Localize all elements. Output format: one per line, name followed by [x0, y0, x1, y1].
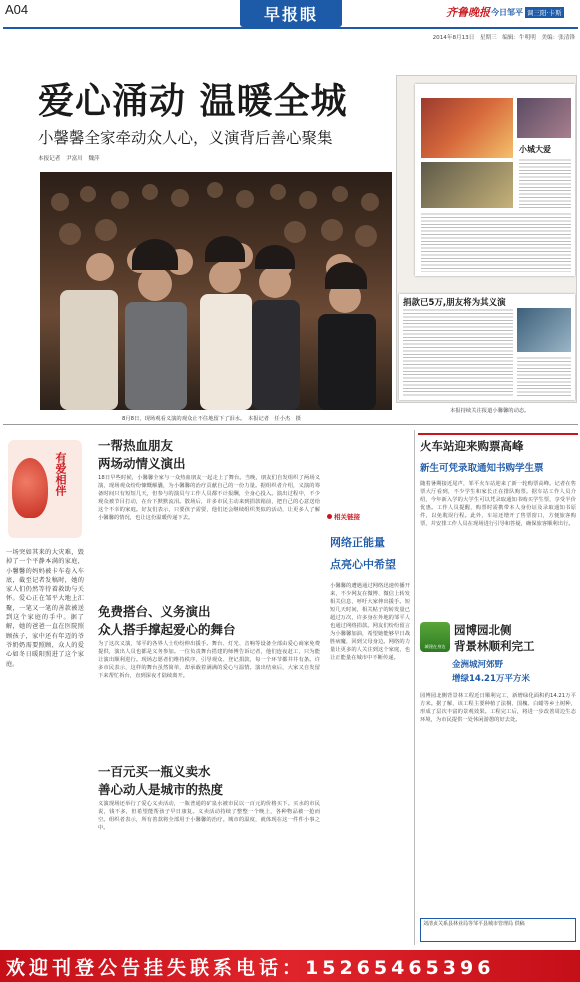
clip-photo-2: [517, 98, 571, 138]
train-body: 随着暑期接近尾声，邹平火车站迎来了新一轮购票高峰。记者在售票大厅看到，不少学生和家长正在排队购票。据车站工作人员介绍，今年新入学的大学生可以凭录取通知书购买学生票，享受半价优惠。工作人员提醒，购票时需携带本人身份证及录取通知书原件，以免耽误行程。此外，车站还增开了售票窗口，方便旅客购票，并安排工作人员在现场进行引导和答疑，确保旅客顺利出行。: [420, 481, 576, 527]
sidebar-body: 一场突如其来的大灾难，毁掉了一个平静本满的家庭，小馨馨的妈妈被卡车卷入车底，截至记者发稿时，她的家人们仍然等待着救助与关怀。爱心正在邹平大地上汇聚，一笔又一笔的善款被送到这个家庭的手中。据了解，她的爸爸一直在医院照顾孩子，家中还有年迈的爷爷奶奶需要照顾，众人的爱心如冬日暖阳照进了这个家庭。: [6, 549, 84, 668]
sidebar-vertical-title: 有爱相伴: [54, 452, 67, 496]
clip-heading-2: 捐款已5万,朋友将为其义演: [403, 298, 506, 308]
link-body: 小馨馨的遭遇通过网络迅速传播开来，不少网友在微博、微信上转发相关信息，呼吁大家伸出援手。短短几天时间，相关帖子的转发量已超过万次，许多身在外地的邹平人也通过网络捐款。网友们纷纷留言为小馨馨加油，希望她能够早日战胜病魔，回到父母身边。网络的力量让更多的人关注到这个家庭，也让正能量在城市中不断传递。: [330, 583, 410, 661]
section-tab: [240, 0, 342, 27]
train-heading-b: 新生可凭录取通知书购学生票: [420, 463, 544, 474]
section-title: 早报眼: [263, 5, 318, 24]
paper-sub-logo: 今日邹平: [491, 7, 523, 17]
crowd-photo: [40, 172, 392, 410]
story2-body: 为了这次义演，邹平的各界人士纷纷伸出援手。舞台、灯光、音响等设备全部由爱心商家免费提供，演出人员也都是义务参加。一位负责舞台搭建的师傅告诉记者，他们连夜赶工，只为能让演出顺利进行。现场志愿者们维持秩序、引导观众、登记捐款，每一个环节都井井有条。许多市民表示，这样的舞台虽然简单，却承载着满满的爱心与温情。演出结束后，大家又自发留下来帮忙拆台，直到深夜才陆续离开。: [98, 641, 320, 679]
link-tag-icon: [327, 514, 332, 519]
clip-text-2: [421, 212, 571, 272]
clip-photo-3: [421, 162, 513, 208]
story1-heading-b: 两场动情义演出: [98, 456, 186, 471]
lead-subheadline: 小馨馨全家牵动众人心，义演背后善心聚集: [38, 129, 333, 147]
lead-bottom-rule: [3, 424, 578, 425]
link-tag-label: 相关链接: [334, 513, 360, 521]
lead-headline: 爱心涌动 温暖全城: [38, 81, 348, 122]
clip-text-4: [517, 356, 571, 396]
park-sub-b: 增绿14.21万平方米: [452, 674, 530, 684]
park-heading-a: 园博园北侧: [454, 623, 512, 637]
park-body: 园博园北侧背景林工程近日顺利完工，新增绿化面积约14.21万平方米。据了解，该工程主要种植了法桐、国槐、白蜡等乡土树种，形成了层次丰富的景观效果。工程完工后，将进一步改善周边生态环境，为市民提供一处休闲游憩的好去处。: [420, 693, 576, 723]
clipping-top: [415, 84, 575, 276]
clip-text-3: [403, 308, 513, 396]
clipping-mid: [399, 294, 575, 400]
sidebar-graphic: [8, 440, 82, 538]
story3-heading-a: 一百元买一瓶义卖水: [98, 764, 211, 779]
park-logo-label: 城建在身边: [424, 644, 446, 649]
clipping-collage: [396, 75, 577, 403]
park-footer-text: 刘清贞关系县林业局等邹平县城市管理局 供稿: [423, 921, 525, 927]
story1-heading-a: 一帮热血朋友: [98, 438, 174, 453]
dateline: 2014年8月13日 星期三 编辑：牛明明 美编：张清锋: [432, 35, 575, 41]
link-heading-b: 点亮心中希望: [330, 558, 396, 571]
story1-body: 18日早些时候，小馨馨全家与一众热血朋友一起走上了舞台。当晚，朋友们自发组织了两场义演，现场观众纷纷慷慨解囊，为小馨馨的治疗贡献自己的一份力量。据组织者介绍，义演的筹备时间只有短短几天，但参与的演员与工作人员都不计报酬，全身心投入。演出过程中，不少观众被节目打动，在台下默默流泪。散场后，许多市民主动来到捐款箱前，把自己的心意送给这个不幸的家庭。好友们表示，只要孩子需要，他们还会继续组织类似的活动，让更多人了解小馨馨的情况，也让这份温暖传递下去。: [98, 475, 320, 521]
train-heading-a: 火车站迎来购票高峰: [420, 439, 524, 453]
story3-body: 义演现场还举行了爱心义卖活动，一瓶普通的矿泉水被市民以一百元的价格买下。买水的市民说，钱不多，但希望能帮孩子早日康复。义卖活动持续了整整一个晚上，各种物品被一抢而空。组织者表示，所有善款将全部用于小馨馨的治疗。城市的温度，就体现在这一件件小事之中。: [98, 801, 320, 831]
story2-heading-b: 众人搭手撑起爱心的舞台: [98, 622, 236, 637]
photo-caption: 8月8日，现场观看义演的观众止不住地留下了泪水。 本报记者 任小杰 摄: [122, 416, 301, 422]
right-top-rule: [418, 433, 578, 435]
park-sub-a: 金洲城河郊野: [452, 660, 504, 670]
park-heading-b: 背景林顺利完工: [454, 639, 535, 653]
story2-heading-a: 免费搭台、义务演出: [98, 604, 211, 619]
clip-heading-1: 小城大爱: [519, 145, 551, 154]
clip-photo-1: [421, 98, 513, 158]
clip-photo-4: [517, 308, 571, 352]
masthead: [446, 5, 564, 19]
heart-graphic: [12, 458, 48, 518]
ad-banner: [0, 950, 580, 982]
header-rule: [3, 27, 578, 29]
story3-heading-b: 善心动人是城市的热度: [98, 782, 224, 797]
page-number: A04: [5, 2, 29, 17]
crowd-illustration: [40, 172, 392, 410]
park-logo: [420, 622, 450, 652]
link-heading-a: 网络正能量: [330, 536, 385, 549]
ad-banner-text: 欢迎刊登公告挂失联系电话：15265465396: [6, 956, 495, 979]
park-footer-box: [420, 918, 576, 942]
lead-byline: 本报记者 尹富川 魏萍: [38, 156, 100, 162]
link-tag: [327, 512, 360, 521]
paper-logo: 齐鲁晚报: [446, 6, 490, 19]
column-divider: [414, 430, 415, 945]
paper-badge: 调三阳·卡斯: [527, 8, 562, 17]
collage-caption: 本报持续关注报道小馨馨的动态。: [450, 408, 530, 414]
clip-text-1: [519, 158, 571, 208]
